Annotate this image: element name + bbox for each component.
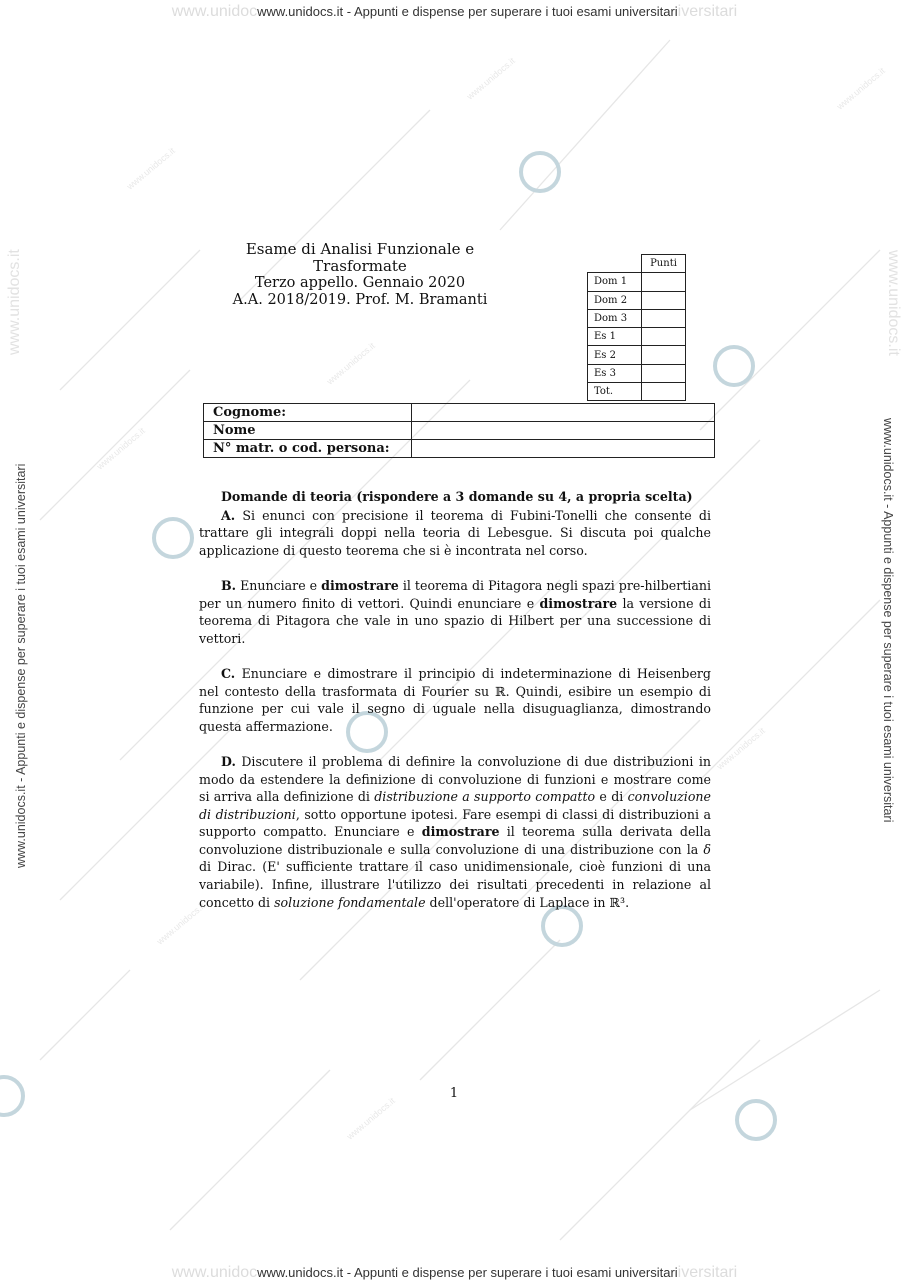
svg-text:www.unidocs.it: www.unidocs.it [124,145,177,192]
score-cell [642,346,686,364]
student-id-field [412,440,715,458]
score-cell [642,383,686,401]
question-d-text: il teorema sulla derivata della convoluzione distribuzionale e sulla convoluzione di una distribuzione con la [199,824,711,857]
name-label: Nome [204,422,412,440]
score-cell [642,328,686,346]
watermark-banner-text: www.unidocs.it - Appunti e dispense per superare i tuoi esami universitari [257,4,678,19]
score-row-label: Dom 3 [588,309,642,327]
question-b-text: il teorema di Pitagora negli spazi pre-hilbertiani per un numero finito di vettori. Quindi enunciare e [199,577,711,611]
exam-year-professor: A.A. 2018/2019. Prof. M. Bramanti [232,292,488,308]
watermark-faint-left: www.unidoc [171,3,258,20]
svg-text:www.unidocs.it: www.unidocs.it [464,55,517,102]
question-letter: A. [221,507,236,523]
question-c [199,665,711,735]
surname-label: Cognome: [204,404,412,422]
questions-heading: Domande di teoria (rispondere a 3 domande su 4, a propria scelta) [221,489,693,504]
watermark-banner-top[interactable] [0,3,909,21]
svg-text:www.unidocs.it: www.unidocs.it [324,340,377,387]
watermark-side-faint-left: www.unidocs.it [6,249,23,355]
score-row-label: Dom 1 [588,273,642,291]
bold-term: dimostrare [321,577,399,593]
score-row-label: Es 1 [588,328,642,346]
question-c-text: . Quindi, esibire un esempio di funzione per cui vale il segno di uguale nella disuguaglianza, dimostrando questa affermazione. [199,683,711,734]
score-row-label: Es 3 [588,364,642,382]
score-row-label: Dom 2 [588,291,642,309]
score-table [587,254,686,401]
score-cell [642,364,686,382]
name-field [412,422,715,440]
question-c-text: Enunciare e dimostrare il principio di indeterminazione di Heisenberg nel contesto della trasformata di Fourier su [199,665,711,699]
bold-term: dimostrare [539,595,618,611]
italic-term: convoluzione di distribuzioni [199,789,711,822]
question-letter: D. [221,753,236,769]
score-row-label: Tot. [588,383,642,401]
score-cell [642,273,686,291]
watermark-banner-bottom[interactable] [0,1264,909,1282]
score-row-label: Es 2 [588,346,642,364]
exam-session: Terzo appello. Gennaio 2020 [254,275,466,291]
score-cell [642,291,686,309]
italic-term: soluzione fondamentale [274,894,426,910]
question-b-text: Enunciare e [240,577,322,593]
question-d-text: e di [595,789,628,805]
score-table-corner [588,255,642,273]
math-symbol: δ [703,841,711,857]
watermark-side-left: www.unidocs.it - Appunti e dispense per superare i tuoi esami universitari [14,463,28,868]
italic-term: distribuzione a supporto compatto [374,789,596,805]
question-d-text: , sotto opportune ipotesi. Fare esempi di classi di distribuzioni a supporto compatto. Enunciare e [199,806,711,840]
question-d-text: di Dirac. (E' sufficiente trattare il caso unidimensionale, cioè funzioni di una variabile). Infine, illustrare l'utilizzo dei risultati precedenti in relazione al concetto di [199,859,711,910]
watermark-side-right: www.unidocs.it - Appunti e dispense per superare i tuoi esami universitari [881,418,895,823]
theory-questions [199,488,711,929]
svg-text:www.unidocs.it: www.unidocs.it [714,725,767,772]
svg-text:www.unidocs.it: www.unidocs.it [154,900,207,947]
question-letter: B. [221,577,237,593]
question-b [199,577,711,647]
svg-text:www.unidocs.it: www.unidocs.it [344,1095,397,1142]
score-column-header: Punti [642,255,686,273]
svg-text:www.unidocs.it: www.unidocs.it [834,65,887,112]
question-letter: C. [221,665,236,681]
question-a-text: Si enunci con precisione il teorema di Fubini-Tonelli che consente di trattare gli integrali doppi nella teoria di Lebesgue. Si discuta poi qualche applicazione di questo teorema che si è incontrata nel corso. [199,507,711,558]
watermark-faint-left: www.unidoc [171,1264,258,1281]
score-cell [642,309,686,327]
question-d-text: Discutere il problema di definire la convoluzione di due distribuzioni in modo da estendere la definizione di convoluzione di funzioni e mostrare come si arriva alla definizione di [199,753,711,805]
question-d-text: . [625,894,630,910]
watermark-banner-text: www.unidocs.it - Appunti e dispense per superare i tuoi esami universitari [257,1265,678,1280]
math-symbol: ℝ [495,683,506,699]
question-d [199,753,711,911]
surname-field [412,404,715,422]
student-info-table [203,403,715,458]
watermark-faint-right: iversitari [677,3,738,20]
bold-term: dimostrare [421,824,500,840]
question-a [199,507,711,560]
exam-title: Esame di Analisi Funzionale e Trasformate [245,240,475,275]
student-id-label: N° matr. o cod. persona: [204,440,412,458]
question-d-text: dell'operatore di Laplace in [425,894,610,910]
svg-text:www.unidocs.it: www.unidocs.it [94,425,147,472]
question-b-text: la versione di teorema di Pitagora che vale in uno spazio di Hilbert per una successione di vettori. [199,595,711,646]
exam-header [210,241,510,309]
watermark-side-faint-right: www.unidocs.it [885,250,902,356]
page-number: 1 [449,1086,459,1101]
math-symbol: ℝ³ [609,894,626,910]
watermark-faint-right: iversitari [677,1264,738,1281]
